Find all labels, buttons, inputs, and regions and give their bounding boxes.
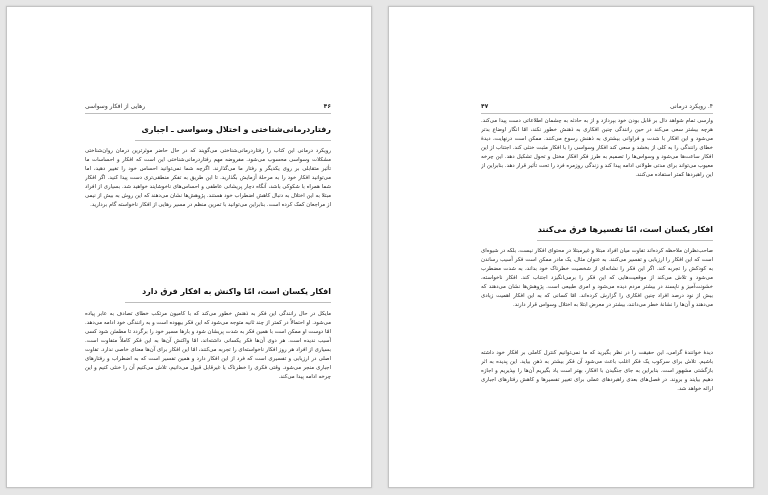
running-header xyxy=(481,103,713,114)
section-heading: افکار یکسان است، امّا واکنش به افکار فرق دارد xyxy=(142,287,331,296)
page-number: ۴۶ xyxy=(323,103,331,110)
page-left xyxy=(6,6,372,488)
section-heading: افکار یکسان است، امّا تفسیرها فرق می‌کنند xyxy=(537,225,713,234)
paragraph: دیدهٔ خوانندهٔ گرامی، این حقیقت را در نظر بگیرید که ما نمی‌توانیم کنترل کاملی بر افکار خود داشته باشیم. تلاش برای سرکوب یک فکر اغلب باعث می‌شود آن فکر بیشتر به ذهن بیاید. این پدیده به اثر بازگشتی مشهور است. بنابراین به جای جنگیدن با افکار، بهتر است یاد بگیریم آن‌ها را بپذیریم و اجازه دهیم بیایند و بروند. در فصل‌های بعدی راهبردهای عملی برای تغییر تفسیرها و کاهش رفتارهای اجباری ارائه خواهد شد. xyxy=(481,350,713,392)
running-title: ۴. رویکرد درمانی xyxy=(670,103,713,110)
heading-rule xyxy=(125,302,331,303)
body-text xyxy=(85,310,331,438)
paragraph: رویکرد درمانی این کتاب را رفتاردرمانی‌شناختی می‌گویند که در حال حاضر موثرترین درمان روان‌شناختی مشکلات وسواسی محسوب می‌شود. مفروضه مهم رفتاردرمانی‌شناختی این است که افکار و احساسات ما تأثیر متقابلی بر روی یکدیگر و رفتار ما می‌گذارند. اگرچه شما نمی‌توانید احساس خود را تغییر دهید، اما می‌توانید افکار خود را به مرحلهٔ آزمایش بگذارید. تا این طریق به تفکر منطقی‌تری دست پیدا کنید. اگر افکار شما همراه با شکوکی باشد، آنگاه دچار پریشانی عاطفی و احساس‌های ناخوشایند خواهید شد. بسیاری از افراد مبتلا به این اختلال به دنبال کاهش اضطراب خود هستند. پژوهش‌ها نشان می‌دهند که این روش به بیش از نیمی از مراجعان کمک کرده است. بنابراین می‌توانید با تمرین منظم در مسیر رهایی از افکار ناخواسته گام بردارید. xyxy=(85,148,331,208)
paragraph: صاحب‌نظران ملاحظه کرده‌اند تفاوت میان افراد مبتلا و غیرمبتلا در محتوای افکار نیست، بلکه در شیوه‌ای است که این افکار را ارزیابی و تفسیر می‌کنند. به عنوان مثال، یک مادر ممکن است فکر آسیب رساندن به کودکش را تجربه کند. اگر این فکر را نشانه‌ای از شخصیت خطرناک خود بداند، به شدت مضطرب می‌شود و تلاش می‌کند از موقعیت‌هایی که این فکر را برمی‌انگیزد اجتناب کند. افکار ناخواسته، خشونت‌آمیز و ناپسند در بیشتر مردم دیده می‌شود و امری طبیعی است. پژوهش‌ها نشان می‌دهند که بیش از نود درصد افراد چنین افکاری را گزارش کرده‌اند. امّا کسانی که به این افکار اهمیت زیادی می‌دهند و آن‌ها را نشانهٔ خطر می‌دانند، بیشتر در معرض ابتلا به اختلال وسواس قرار دارند. xyxy=(481,248,713,308)
running-title: رهایی از افکار وسواسی xyxy=(85,103,146,110)
body-text xyxy=(481,117,713,215)
section-heading: رفتاردرمانی‌شناختی و اختلال وسواسی ـ اجباری xyxy=(141,125,331,134)
page-number: ۴۷ xyxy=(481,103,489,110)
paragraph: مایکل در حال رانندگی این فکر به ذهنش خطور می‌کند که با کامیون مرتکب خطای تصادف به عابر پیاده می‌شود. او احتمالاً در کمتر از چند ثانیه متوجه می‌شود که این فکر بیهوده است و به رانندگی خود ادامه می‌دهد. امّا دوست او ممکن است با همین فکر به شدت پریشان شود و بارها مسیر خود را برگردد تا مطمئن شود کسی آسیب ندیده است. هر دوی آن‌ها فکر یکسانی داشته‌اند، امّا واکنش آن‌ها به این فکر کاملاً متفاوت است. بسیاری از افراد هر روز افکار ناخواسته‌ای را تجربه می‌کنند، امّا این افکار برای آن‌ها معنای خاصی ندارد. تفاوت اصلی در ارزیابی و تفسیری است که فرد از این افکار دارد و همین تفسیر است که به اضطراب و رفتارهای اجباری منجر می‌شود. وقتی فکری را خطرناک یا غیرقابل قبول می‌دانیم، تلاش می‌کنیم آن را خنثی کنیم و این چرخه ادامه پیدا می‌کند. xyxy=(85,311,331,380)
body-text xyxy=(85,147,331,275)
heading-rule xyxy=(135,140,331,141)
body-text xyxy=(481,247,713,343)
paragraph: وارسی تمام شواهد دال بر قابل بودن خود بپردازد و از به حادثه به چشمان اطلاعاتی دست پیدا می‌کند. هرچه بیشتر سعی می‌کند در حین رانندگی چنین افکاری به ذهنش خطور نکند، امّا انگار اوضاع بدتر می‌شود و این افکار با شدت و فراوانی بیشتری به ذهنش رسوخ می‌کنند. ممکن است درنهایت، دیدهٔ خطای رانندگی را به کلی از بخشد و سعی کند افکار وسواسی را با افکار مثبت خنثی کند. اجتناب از این افکار ساعت‌ها می‌شود و وسواس‌ها را تصمیم به طرز فکر افکار مختل و تحول تشکیل دهد. این چرخه معیوب می‌تواند برای مدتی طولانی ادامه پیدا کند و زندگی روزمره فرد را تحت تأثیر قرار دهد. بنابراین از این راهبردها کمتر استفاده می‌کنند. xyxy=(481,118,713,178)
heading-rule xyxy=(537,240,713,241)
body-text xyxy=(481,349,713,421)
page-right xyxy=(388,6,754,488)
running-header xyxy=(85,103,331,114)
